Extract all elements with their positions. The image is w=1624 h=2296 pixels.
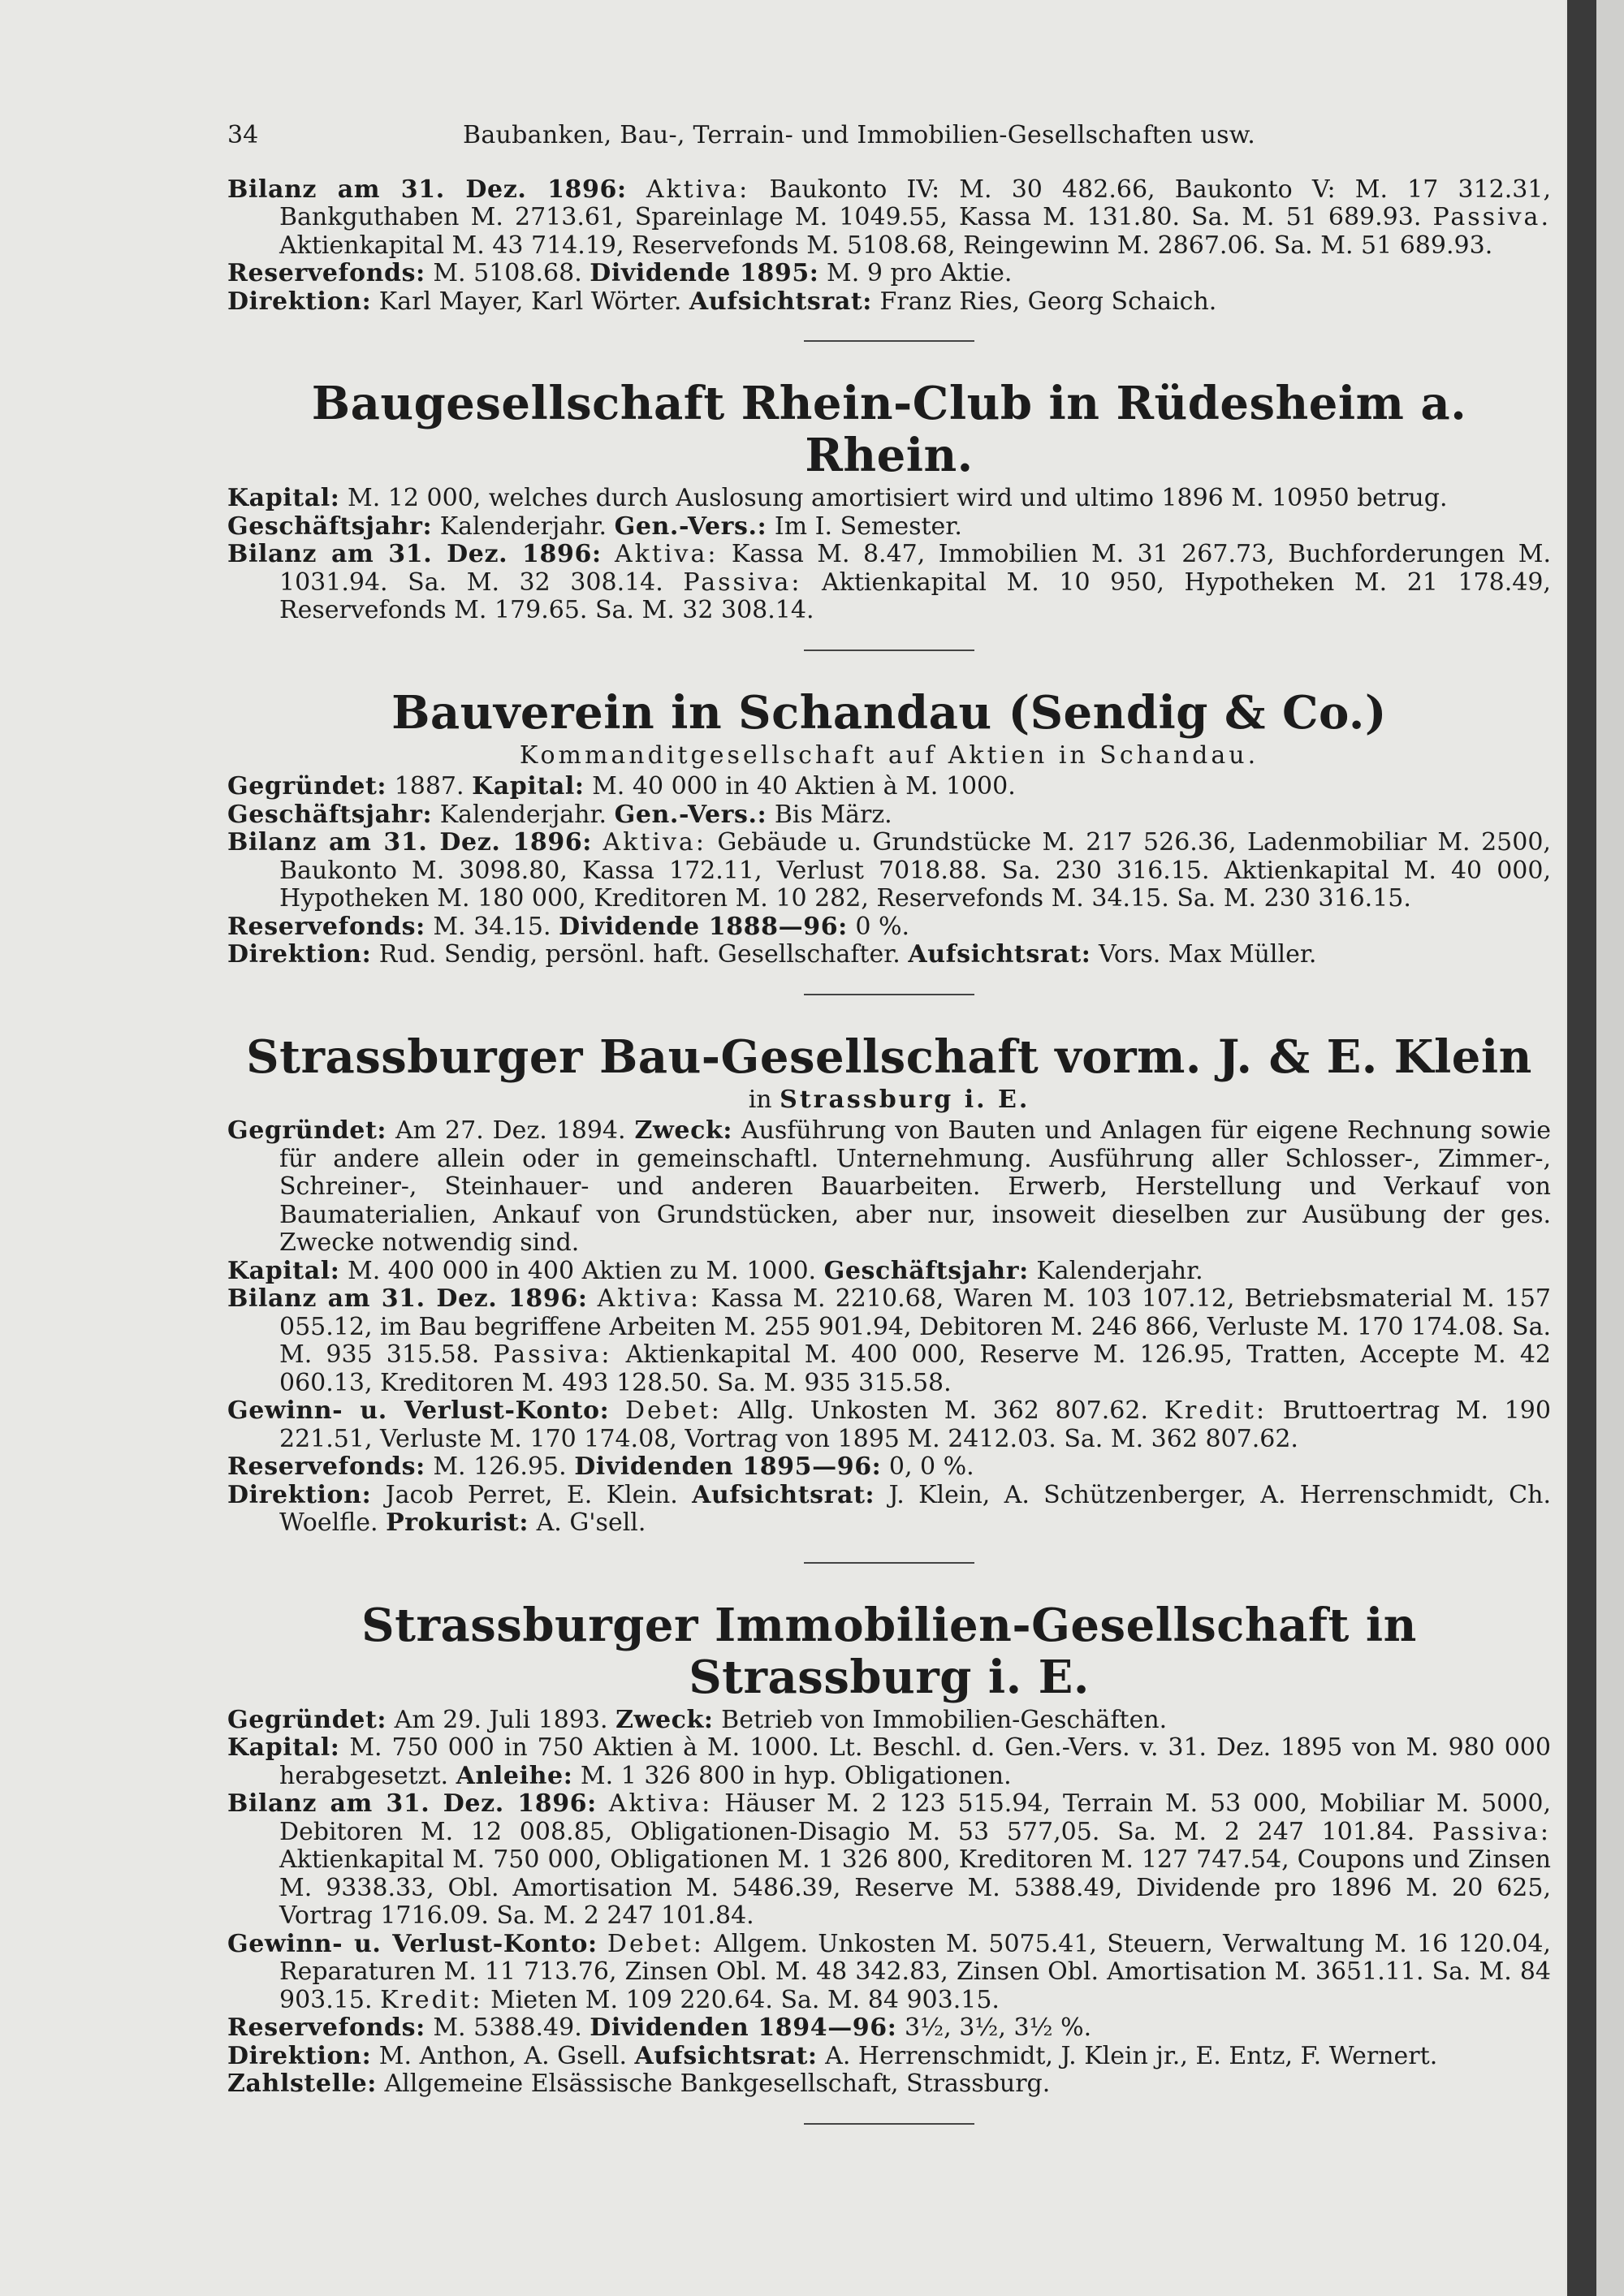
entry-strassburger-bau <box>227 1031 1551 1538</box>
gewinn-verlust-paragraph: Gewinn- u. Verlust-Konto: Debet: Allgem. Unkosten M. 5075.41, Steuern, Verwaltung M. 16 120.04, Reparaturen M. 11 713.76, Zinsen Obl. M. 48 342.83, Zinsen Obl. Amortisation M. 3651.11. Sa. M. 84 903.15. Kredit: Mieten M. 109 220.64. Sa. M. 84 903.15. <box>227 1929 1551 2014</box>
section-divider <box>804 994 974 995</box>
entry-strassburger-immobilien <box>227 1599 1551 2099</box>
bilanz-paragraph: Bilanz am 31. Dez. 1896: Aktiva: Baukonto IV: M. 30 482.66, Baukonto V: M. 17 312.31, Bankguthaben M. 2713.61, Spareinlage M. 1049.55, Kassa M. 131.80. Sa. M. 51 689.93. Passiva. Aktienkapital M. 43 714.19, Reservefonds M. 5108.68, Reingewinn M. 2867.06. Sa. M. 51 689.93. <box>227 175 1551 260</box>
direktion-line: Direktion: Karl Mayer, Karl Wörter. Aufsichtsrat: Franz Ries, Georg Schaich. <box>227 287 1217 316</box>
direktion-line: Direktion: Jacob Perret, E. Klein. Aufsichtsrat: J. Klein, A. Schützenberger, A. Herrenschmidt, Ch. Woelfle. Prokurist: A. G'sell. <box>227 1480 1551 1537</box>
gegruendet-line: Gegründet: 1887. Kapital: M. 40 000 in 40 Aktien à M. 1000. <box>227 772 1016 801</box>
entry-schandau <box>227 687 1551 969</box>
bilanz-paragraph: Bilanz am 31. Dez. 1896: Aktiva: Kassa M. 2210.68, Waren M. 103 107.12, Betriebsmaterial M. 157 055.12, im Bau begriffene Arbeiten M. 255 901.94, Debitoren M. 246 866, Verluste M. 170 174.08. Sa. M. 935 315.58. Passiva: Aktienkapital M. 400 000, Reserve M. 126.95, Tratten, Accepte M. 42 060.13, Kreditoren M. 493 128.50. Sa. M. 935 315.58. <box>227 1284 1551 1397</box>
entry-title: Strassburger Bau-Gesellschaft vorm. J. & E. Klein <box>246 1029 1532 1084</box>
scan-edge-margin <box>1596 0 1624 2296</box>
reserve-line: Reservefonds: M. 5388.49. Dividenden 1894—96: 3½, 3½, 3½ %. <box>227 2013 1092 2042</box>
gewinn-verlust-paragraph: Gewinn- u. Verlust-Konto: Debet: Allg. Unkosten M. 362 807.62. Kredit: Bruttoertrag M. 190 221.51, Verluste M. 170 174.08, Vortrag von 1895 M. 2412.03. Sa. M. 362 807.62. <box>227 1396 1551 1453</box>
direktion-line: Direktion: Rud. Sendig, persönl. haft. Gesellschafter. Aufsichtsrat: Vors. Max Müller. <box>227 940 1317 969</box>
reserve-line: Reservefonds: M. 126.95. Dividenden 1895—96: 0, 0 %. <box>227 1452 974 1481</box>
entry-rhein-club <box>227 378 1551 625</box>
kapital-line: Kapital: M. 400 000 in 400 Aktien zu M. 1000. Geschäftsjahr: Kalenderjahr. <box>227 1256 1203 1285</box>
kapital-paragraph: Kapital: M. 750 000 in 750 Aktien à M. 1000. Lt. Beschl. d. Gen.-Vers. v. 31. Dez. 1895 von M. 980 000 herabgesetzt. Anleihe: M. 1 326 800 in hyp. Obligationen. <box>227 1733 1551 1790</box>
section-divider <box>804 340 974 342</box>
section-divider <box>804 1562 974 1564</box>
section-divider <box>804 650 974 651</box>
geschaeftsjahr-line: Geschäftsjahr: Kalenderjahr. Gen.-Vers.: Im I. Semester. <box>227 511 962 541</box>
bilanz-paragraph: Bilanz am 31. Dez. 1896: Aktiva: Kassa M. 8.47, Immobilien M. 31 267.73, Buchforderungen M. 1031.94. Sa. M. 32 308.14. Passiva: Aktienkapital M. 10 950, Hypotheken M. 21 178.49, Reservefonds M. 179.65. Sa. M. 32 308.14. <box>227 540 1551 624</box>
kapital-line: Kapital: M. 12 000, welches durch Auslosung amortisiert wird und ultimo 1896 M. 10950 betrug. <box>227 484 1448 512</box>
geschaeftsjahr-line: Geschäftsjahr: Kalenderjahr. Gen.-Vers.: Bis März. <box>227 800 892 829</box>
scan-edge-shadow <box>1567 0 1596 2296</box>
entry-subtitle: Kommanditgesellschaft auf Aktien in Schandau. <box>519 740 1259 770</box>
gegruendet-line: Gegründet: Am 29. Juli 1893. Zweck: Betrieb von Immobilien-Geschäften. <box>227 1705 1168 1734</box>
entry-subtitle: in Strassburg i. E. <box>748 1085 1030 1114</box>
direktion-line: Direktion: M. Anthon, A. Gsell. Aufsichtsrat: A. Herrenschmidt, J. Klein jr., E. Entz, F. Wernert. <box>227 2041 1438 2070</box>
section-divider <box>804 2123 974 2125</box>
bilanz-paragraph: Bilanz am 31. Dez. 1896: Aktiva: Gebäude u. Grundstücke M. 217 526.36, Ladenmobiliar M. 2500, Baukonto M. 3098.80, Kassa 172.11, Verlust 7018.88. Sa. 230 316.15. Aktienkapital M. 40 000, Hypotheken M. 180 000, Kreditoren M. 10 282, Reservefonds M. 34.15. Sa. M. 230 316.15. <box>227 828 1551 913</box>
reserve-line: Reservefonds: M. 5108.68. Dividende 1895: M. 9 pro Aktie. <box>227 259 1013 287</box>
reserve-line: Reservefonds: M. 34.15. Dividende 1888—96: 0 %. <box>227 912 910 941</box>
entry-title: Baugesellschaft Rhein-Club in Rüdesheim a. Rhein. <box>311 377 1467 482</box>
entry-title: Bauverein in Schandau (Sendig & Co.) <box>391 685 1387 740</box>
page-header <box>227 122 1551 150</box>
bilanz-paragraph: Bilanz am 31. Dez. 1896: Aktiva: Häuser M. 2 123 515.94, Terrain M. 53 000, Mobiliar M. 5000, Debitoren M. 12 008.85, Obligationen-Disagio M. 53 577,05. Sa. M. 2 247 101.84. Passiva: Aktienkapital M. 750 000, Obligationen M. 1 326 800, Kreditoren M. 127 747.54, Coupons und Zinsen M. 9338.33, Obl. Amortisation M. 5486.39, Reserve M. 5388.49, Dividende pro 1896 M. 20 625, Vortrag 1716.09. Sa. M. 2 247 101.84. <box>227 1789 1552 1930</box>
page-number: 34 <box>227 121 259 149</box>
running-head: Baubanken, Bau-, Terrain- und Immobilien-Gesellschaften usw. <box>463 121 1256 149</box>
entry-continuation <box>227 176 1551 317</box>
zweck-paragraph: Gegründet: Am 27. Dez. 1894. Zweck: Ausführung von Bauten und Anlagen für eigene Rechnung sowie für andere allein oder in gemeinschaftl. Unternehmung. Ausführung aller Schlosser-, Zimmer-, Schreiner-, Steinhauer- und anderen Bauarbeiten. Erwerb, Herstellung und Verkauf von Baumaterialien, Ankauf von Grundstücken, aber nur, insoweit dieselben zur Ausübung der ges. Zwecke notwendig sind. <box>227 1116 1551 1257</box>
entry-title: Strassburger Immobilien-Gesellschaft in Strassburg i. E. <box>361 1598 1417 1704</box>
zahlstelle-line: Zahlstelle: Allgemeine Elsässische Bankgesellschaft, Strassburg. <box>227 2069 1051 2098</box>
page-content <box>227 122 1551 2160</box>
